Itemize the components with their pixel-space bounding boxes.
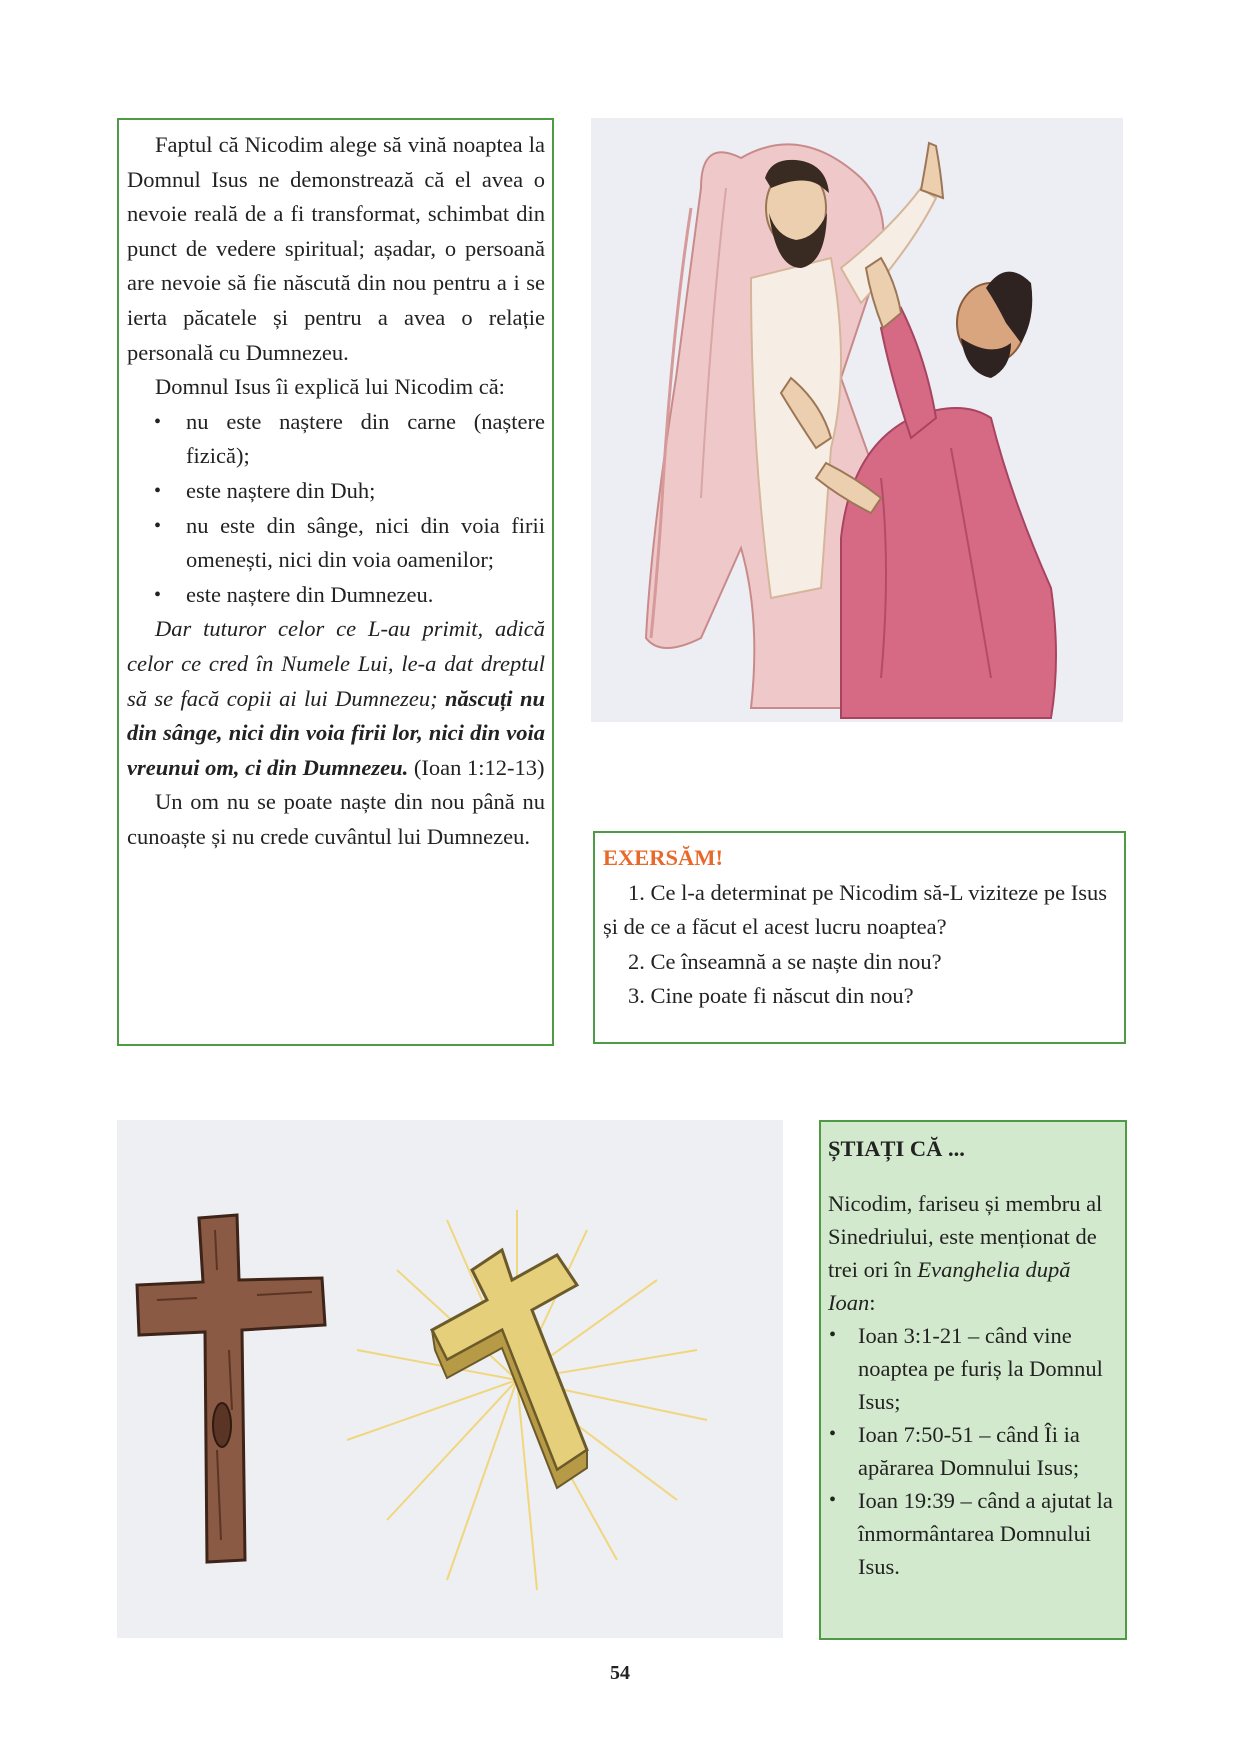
intro-paragraph: Faptul că Nicodim alege să vină noaptea la Domnul Isus ne demonstrează că el avea o nevoie reală de a fi transformat, schimbat din punct de vedere spiritual; așadar, o persoană are nevoie să fie născută din nou pentru a i se ierta păcatele și pentru a avea o relație personală cu Dumnezeu. <box>127 132 545 365</box>
list-item: • Ioan 19:39 – când a ajutat la înmormântarea Domnului Isus. <box>828 1484 1117 1583</box>
did-you-know-box <box>819 1120 1127 1640</box>
list-item: • Ioan 3:1-21 – când vine noaptea pe furiș la Domnul Isus; <box>828 1319 1117 1418</box>
facts-intro-end: : <box>869 1290 876 1315</box>
list-item: • nu este naștere din carne (naștere fizică); <box>127 405 545 474</box>
exercise-question: 3. Cine poate fi născut din nou? <box>628 983 914 1009</box>
jesus-nicodemus-illustration <box>591 118 1123 722</box>
jesus-nicodemus-drawing <box>591 118 1123 722</box>
bible-quote <box>127 612 545 785</box>
facts-book-title: Evanghelia după Ioan <box>828 1257 1071 1315</box>
exercise-question: 2. Ce înseamnă a se naște din nou? <box>628 948 942 974</box>
quote-italic: Dar tuturor celor ce L-au primit, adică celor ce cred în Numele Lui, le-a dat dreptul să se facă copii ai lui Dumnezeu; <box>127 616 545 711</box>
wooden-cross <box>137 1215 325 1562</box>
main-text-box <box>117 118 554 1046</box>
crosses-illustration <box>117 1120 783 1638</box>
list-item: • nu este din sânge, nici din voia firii omenești, nici din voia oamenilor; <box>127 509 545 578</box>
facts-title: ȘTIAȚI CĂ ... <box>828 1136 965 1161</box>
page-number: 54 <box>610 1662 630 1684</box>
exercise-box <box>593 831 1126 1044</box>
glowing-cross <box>432 1250 587 1488</box>
closing-paragraph: Un om nu se poate naște din nou până nu cunoaște și nu crede cuvântul lui Dumnezeu. <box>127 789 545 849</box>
facts-list <box>828 1319 1117 1583</box>
explanation-lead: Domnul Isus îi explică lui Nicodim că: <box>155 374 505 400</box>
quote-bold: născuți nu din sânge, nici din voia firii lor, nici din voia vreunui om, ci din Dumnezeu. <box>127 685 545 780</box>
list-item: • Ioan 7:50-51 – când Îi ia apărarea Domnului Isus; <box>828 1418 1117 1484</box>
list-item: • este naștere din Dumnezeu. <box>127 578 545 613</box>
quote-reference: (Ioan 1:12-13) <box>408 754 545 780</box>
list-item: • este naștere din Duh; <box>127 474 545 509</box>
exercise-title: EXERSĂM! <box>603 845 724 870</box>
crosses-drawing <box>117 1120 783 1638</box>
birth-list <box>127 405 545 613</box>
facts-intro <box>828 1187 1117 1319</box>
facts-intro-text: Nicodim, fariseu și membru al Sinedriului, este menționat de trei ori în <box>828 1191 1103 1282</box>
exercise-question: 1. Ce l-a determinat pe Nicodim să-L viziteze pe Isus și de ce a făcut el acest lucru noaptea? <box>603 879 1107 940</box>
